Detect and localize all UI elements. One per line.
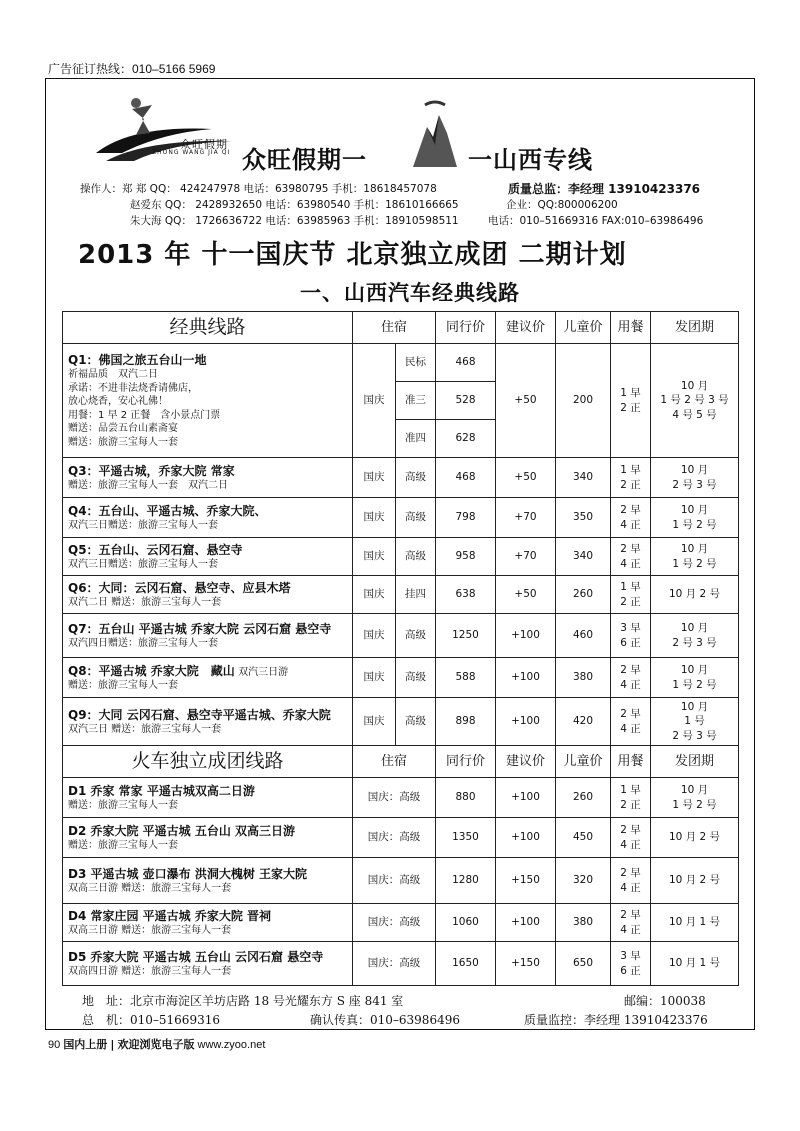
col-meals: 用餐 bbox=[611, 312, 651, 344]
quality-director: 质量总监：李经理 13910423376 bbox=[508, 182, 701, 196]
table-row: Q1：佛国之旅五台山一地 祈福品质 双汽二日 承诺：不进非法烧香请佛店， 放心烧香，安心礼佛！ 用餐：1 早 2 正餐 含小景点门票 赠送：品尝五台山素斋宴 赠送：旅游三宝每人一套 国庆 民标 468 +50 200 1 早 2 正 10 月 1 号 2 号 3 号 4 号 5 号 bbox=[63, 344, 739, 382]
ad-hotline: 广告征订热线：010–5166 5969 bbox=[48, 62, 216, 76]
page-footer: 90 国内上册 | 欢迎浏览电子版 www.zyoo.net bbox=[48, 1038, 266, 1051]
quality-monitor: 质量监控：李经理 13910423376 bbox=[524, 1013, 708, 1027]
contact-row-2: 赵爱东 QQ： 2428932650 电话：63980540 手机：18610166665 bbox=[130, 199, 459, 211]
office-address: 地 址：北京市海淀区羊坊店路 18 号光耀东方 S 座 841 室 bbox=[82, 994, 404, 1008]
table-row: D4 常家庄园 平遥古城 乔家大院 晋祠 双高三日游 赠送：旅游三宝每人一套 国庆：高级 1060 +100 380 2 早 4 正 10 月 1 号 bbox=[63, 904, 739, 942]
section-title-classic: 经典线路 bbox=[63, 312, 353, 344]
confirm-fax: 确认传真：010–63986496 bbox=[310, 1013, 460, 1027]
section-subhead: 一、山西汽车经典线路 bbox=[300, 281, 520, 305]
brand-title-left: 众旺假期一 bbox=[242, 146, 367, 174]
footer-url[interactable]: www.zyoo.net bbox=[197, 1039, 266, 1051]
table-row: Q4：五台山、平遥古城、乔家大院、 双汽三日赠送：旅游三宝每人一套 国庆 高级 798 +70 350 2 早 4 正 10 月 1 号 2 号 bbox=[63, 498, 739, 538]
col-departure: 发团期 bbox=[651, 312, 739, 344]
table-row: 准四 628 bbox=[63, 420, 739, 458]
table-row: 准三 528 bbox=[63, 382, 739, 420]
logo-english: ZHONG WANG JIA QI bbox=[152, 149, 231, 156]
table-row: D1 乔家 常家 平遥古城双高二日游 赠送：旅游三宝每人一套 国庆：高级 880 +100 260 1 早 2 正 10 月 1 号 2 号 bbox=[63, 778, 739, 818]
logo-chinese: 众旺假期 bbox=[180, 138, 228, 151]
col-peer-price: 同行价 bbox=[436, 312, 496, 344]
table-row: D2 乔家大院 平遥古城 五台山 双高三日游 赠送：旅游三宝每人一套 国庆：高级 1350 +100 450 2 早 4 正 10 月 2 号 bbox=[63, 818, 739, 858]
table-row: D3 平遥古城 壶口瀑布 洪洞大槐树 王家大院 双高三日游 赠送：旅游三宝每人一套 国庆：高级 1280 +150 320 2 早 4 正 10 月 2 号 bbox=[63, 858, 739, 904]
page-headline: 2013 年 十一国庆节 北京独立成团 二期计划 bbox=[78, 240, 627, 270]
section-title-train: 火车独立成团线路 bbox=[63, 746, 353, 778]
swoosh-logo-icon bbox=[92, 95, 242, 167]
mountain-icon bbox=[405, 97, 465, 169]
route-table bbox=[62, 311, 739, 986]
office-phone-fax: 电话：010–51669316 FAX:010–63986496 bbox=[488, 215, 704, 227]
table-row: Q3：平遥古城，乔家大院 常家 赠送：旅游三宝每人一套 双汽二日 国庆 高级 468 +50 340 1 早 2 正 10 月 2 号 3 号 bbox=[63, 458, 739, 498]
brand-title-right: 一山西专线 bbox=[468, 146, 593, 174]
route-q1-desc: Q1：佛国之旅五台山一地 祈福品质 双汽二日 承诺：不进非法烧香请佛店， 放心烧香，安心礼佛！ 用餐：1 早 2 正餐 含小景点门票 赠送：品尝五台山素斋宴 赠送：旅游三宝每人一套 bbox=[63, 344, 353, 458]
table-row: Q7：五台山 平遥古城 乔家大院 云冈石窟 悬空寺 双汽四日赠送：旅游三宝每人一套 国庆 高级 1250 +100 460 3 早 6 正 10 月 2 号 3 号 bbox=[63, 614, 739, 658]
table-row: D5 乔家大院 平遥古城 五台山 云冈石窟 悬空寺 双高四日游 赠送：旅游三宝每人一套 国庆：高级 1650 +150 650 3 早 6 正 10 月 1 号 bbox=[63, 942, 739, 986]
table-row: Q5：五台山、云冈石窟、悬空寺 双汽三日赠送：旅游三宝每人一套 国庆 高级 958 +70 340 2 早 4 正 10 月 1 号 2 号 bbox=[63, 538, 739, 576]
col-stay: 住宿 bbox=[353, 312, 436, 344]
table-header bbox=[63, 312, 739, 344]
table-row: Q8：平遥古城 乔家大院 藏山 双汽三日游 赠送：旅游三宝每人一套 国庆 高级 588 +100 380 2 早 4 正 10 月 1 号 2 号 bbox=[63, 658, 739, 698]
table-row: Q9：大同 云冈石窟、悬空寺平遥古城、乔家大院 双汽三日 赠送：旅游三宝每人一套 国庆 高级 898 +100 420 2 早 4 正 10 月 1 号 2 号 3 号 bbox=[63, 698, 739, 746]
page-number: 90 bbox=[48, 1039, 61, 1051]
col-suggest-price: 建议价 bbox=[496, 312, 556, 344]
postcode: 邮编：100038 bbox=[624, 994, 706, 1008]
contact-row-3: 朱大海 QQ： 1726636722 电话：63985963 手机：18910598511 bbox=[130, 215, 459, 227]
table-header: 火车独立成团线路 住宿 同行价 建议价 儿童价 用餐 发团期 bbox=[63, 746, 739, 778]
contact-row-1: 操作人：郑 郑 QQ： 424247978 电话：63980795 手机：18618457078 bbox=[80, 183, 437, 195]
enterprise-qq: 企业：QQ:800006200 bbox=[506, 199, 618, 211]
table-row: Q6：大同：云冈石窟、悬空寺、应县木塔 双汽二日 赠送：旅游三宝每人一套 国庆 挂四 638 +50 260 1 早 2 正 10 月 2 号 bbox=[63, 576, 739, 614]
footer-welcome: 欢迎浏览电子版 bbox=[117, 1038, 195, 1051]
col-child-price: 儿童价 bbox=[556, 312, 611, 344]
footer-section: 国内上册 bbox=[63, 1038, 108, 1051]
switchboard-phone: 总 机：010–51669316 bbox=[82, 1013, 220, 1027]
